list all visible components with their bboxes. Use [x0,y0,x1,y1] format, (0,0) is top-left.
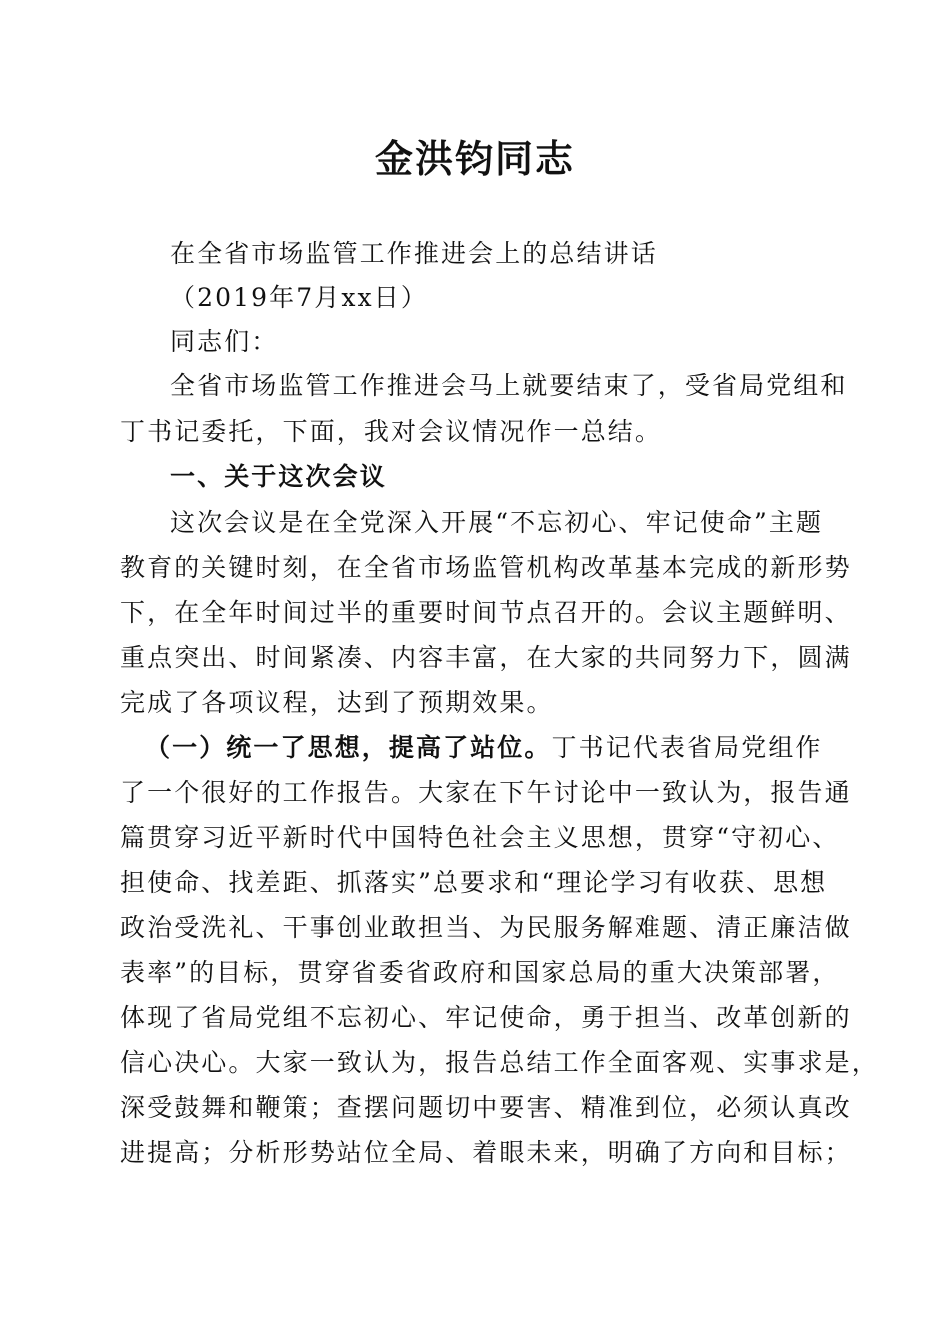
paragraph-line: 深受鼓舞和鞭策；查摆问题切中要害、精准到位，必须认真改 [120,1093,852,1122]
paragraph-line: 下，在全年时间过半的重要时间节点召开的。会议主题鲜明、 [120,598,852,627]
paragraph-line: 体现了省局党组不忘初心、牢记使命，勇于担当、改革创新的 [120,1003,852,1032]
speech-subtitle: 在全省市场监管工作推进会上的总结讲话 [170,239,658,268]
paragraph-line: 教育的关键时刻，在全省市场监管机构改革基本完成的新形势 [120,553,852,582]
paragraph-line: 这次会议是在全党深入开展“不忘初心、牢记使命”主题 [170,508,824,537]
paragraph-line: 进提高；分析形势站位全局、着眼未来，明确了方向和目标； [120,1138,852,1167]
paragraph-line: 信心决心。大家一致认为，报告总结工作全面客观、实事求是， [120,1048,879,1077]
paragraph-line: 担使命、找差距、抓落实”总要求和“理论学习有收获、思想 [120,868,828,897]
paragraph-line: 政治受洗礼、干事创业敢担当、为民服务解难题、清正廉洁做 [120,913,852,942]
paragraph-line: 全省市场监管工作推进会马上就要结束了，受省局党组和 [170,371,848,400]
document-title: 金洪钧同志 [374,136,575,181]
salutation: 同志们： [170,327,279,356]
speech-date: （2019年7月xx日） [170,283,428,312]
paragraph-text: 丁书记代表省局党组作 [551,733,823,762]
paragraph-line: 了一个很好的工作报告。大家在下午讨论中一致认为，报告通 [120,778,852,807]
paragraph-line: 重点突出、时间紧凑、内容丰富，在大家的共同努力下，圆满 [120,643,852,672]
paragraph-line: 完成了各项议程，达到了预期效果。 [120,688,554,717]
paragraph-line: 表率”的目标，贯穿省委省政府和国家总局的重大决策部署， [120,958,840,987]
section-heading: 一、关于这次会议 [170,462,387,491]
paragraph-line: 丁书记委托，下面，我对会议情况作一总结。 [120,417,663,446]
paragraph-line [145,730,823,766]
paragraph-line: 篇贯穿习近平新时代中国特色社会主义思想，贯穿“守初心、 [120,823,840,852]
subsection-lead: （一）统一了思想，提高了站位。 [145,733,552,762]
